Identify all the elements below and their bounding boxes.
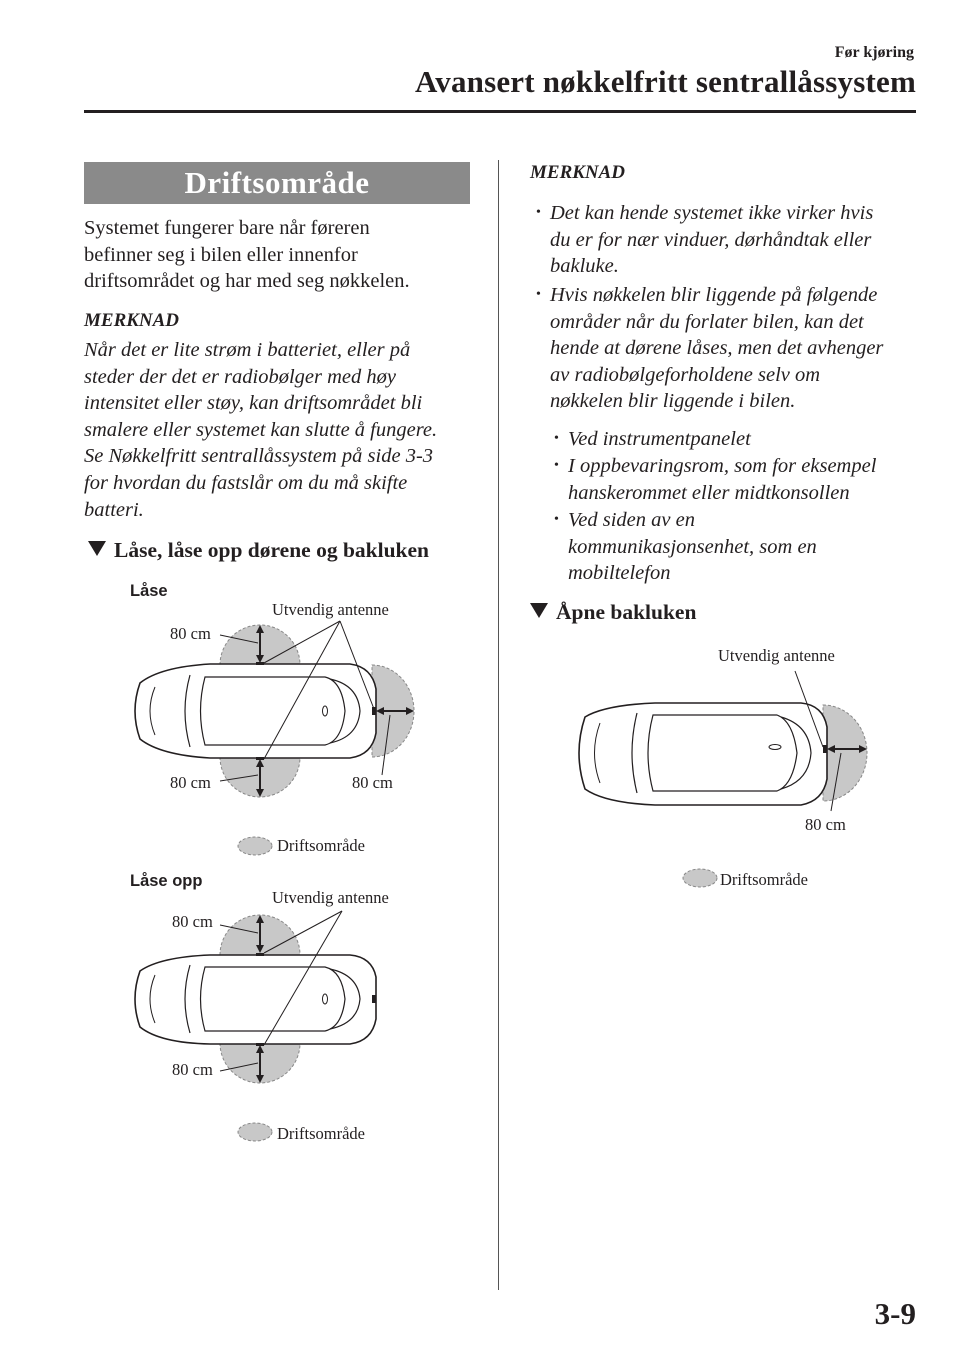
subsection-trunk-heading	[530, 600, 696, 625]
bullet-dot-icon: •	[554, 431, 559, 446]
fig-lock-legend-label: Driftsområde	[277, 836, 365, 855]
intro-line: befinner seg i bilen eller innenfor	[84, 243, 358, 266]
intro-paragraph	[84, 215, 484, 295]
note-line: batteri.	[84, 498, 144, 521]
fig-trunk-diagram	[565, 665, 885, 895]
sub-bullet-line: hanskerommet eller midtkonsollen	[568, 481, 850, 504]
note-body-left	[84, 337, 484, 523]
bullet-line: områder når du forlater bilen, kan det	[550, 310, 864, 333]
fig-trunk-legend-label: Driftsområde	[720, 870, 808, 889]
bullet-dot-icon: •	[554, 458, 559, 473]
page-number: 3-9	[874, 1296, 916, 1331]
column-divider	[498, 160, 499, 1290]
note-title-right: MERKNAD	[530, 162, 626, 183]
bullet-dot-icon: •	[536, 205, 541, 220]
sub-bullet-line: I oppbevaringsrom, som for eksempel	[568, 455, 877, 477]
bullet-line: du er for nær vinduer, dørhåndtak eller	[550, 228, 872, 251]
fig-unlock-diagram	[120, 905, 420, 1155]
bullet-dot-icon: •	[536, 287, 541, 302]
bullet-line: hende at dørene låses, men det avhenger	[550, 337, 884, 360]
fig-unlock-title: Låse opp	[130, 872, 203, 890]
bullet-line: Det kan hende systemet ikke virker hvis	[550, 202, 874, 224]
fig-lock-dist-bottom: 80 cm	[170, 773, 211, 792]
fig-lock-diagram	[120, 615, 420, 865]
note-line: intensitet eller støy, kan driftsområdet bli	[84, 392, 423, 415]
note-title-left: MERKNAD	[84, 310, 180, 331]
fig-lock-dist-top: 80 cm	[170, 624, 211, 643]
triangle-bullet-icon	[88, 541, 106, 556]
fig-lock-dist-rear: 80 cm	[352, 773, 393, 792]
note-line: smalere eller systemet kan slutte å fungere.	[84, 418, 438, 441]
sub-bullet-line: mobiltelefon	[568, 562, 671, 585]
section-label: Før kjøring	[834, 44, 914, 61]
sub-bullet-line: kommunikasjonsenhet, som en	[568, 535, 817, 558]
note-sub-bullet	[554, 426, 918, 453]
fig-trunk-dist-rear: 80 cm	[805, 815, 846, 834]
bullet-line: Hvis nøkkelen blir liggende på følgende	[550, 284, 878, 306]
note-bullet	[536, 200, 920, 280]
subsection-lock-text: Låse, låse opp dørene og bakluken	[114, 538, 430, 562]
sub-bullet-line: Ved instrumentpanelet	[568, 428, 751, 450]
bullet-line: nøkkelen blir liggende i bilen.	[550, 390, 796, 413]
fig-trunk-antenna-label: Utvendig antenne	[718, 646, 835, 665]
intro-line: Systemet fungerer bare når føreren	[84, 217, 370, 239]
intro-line: driftsområdet og har med seg nøkkelen.	[84, 270, 410, 293]
note-sub-bullet	[554, 507, 918, 587]
fig-unlock-dist-bottom: 80 cm	[172, 1060, 213, 1079]
note-line: Se Nøkkelfritt sentrallåssystem på side 3-3	[84, 445, 434, 468]
note-line: Når det er lite strøm i batteriet, eller på	[84, 339, 411, 361]
bullet-line: bakluke.	[550, 255, 619, 278]
section-banner: Driftsområde	[84, 162, 470, 204]
note-line: for hvordan du fastslår om du må skifte	[84, 471, 408, 494]
subsection-lock-heading	[88, 538, 429, 563]
note-line: steder der det er radiobølger med høy	[84, 365, 396, 388]
fig-unlock-antenna-label: Utvendig antenne	[272, 888, 389, 907]
note-sub-bullet	[554, 453, 918, 506]
fig-unlock-dist-top: 80 cm	[172, 912, 213, 931]
bullet-line: av radiobølgeforholdene selv om	[550, 363, 821, 386]
chapter-title: Avansert nøkkelfritt sentrallåssystem	[414, 64, 916, 99]
note-bullet	[536, 282, 920, 415]
fig-lock-title: Låse	[130, 582, 168, 600]
subsection-trunk-text: Åpne bakluken	[556, 600, 697, 624]
triangle-bullet-icon	[530, 603, 548, 618]
fig-unlock-legend-label: Driftsområde	[277, 1124, 365, 1143]
header-rule	[84, 110, 916, 113]
fig-lock-antenna-label: Utvendig antenne	[272, 600, 389, 619]
bullet-dot-icon: •	[554, 512, 559, 527]
sub-bullet-line: Ved siden av en	[568, 509, 695, 531]
